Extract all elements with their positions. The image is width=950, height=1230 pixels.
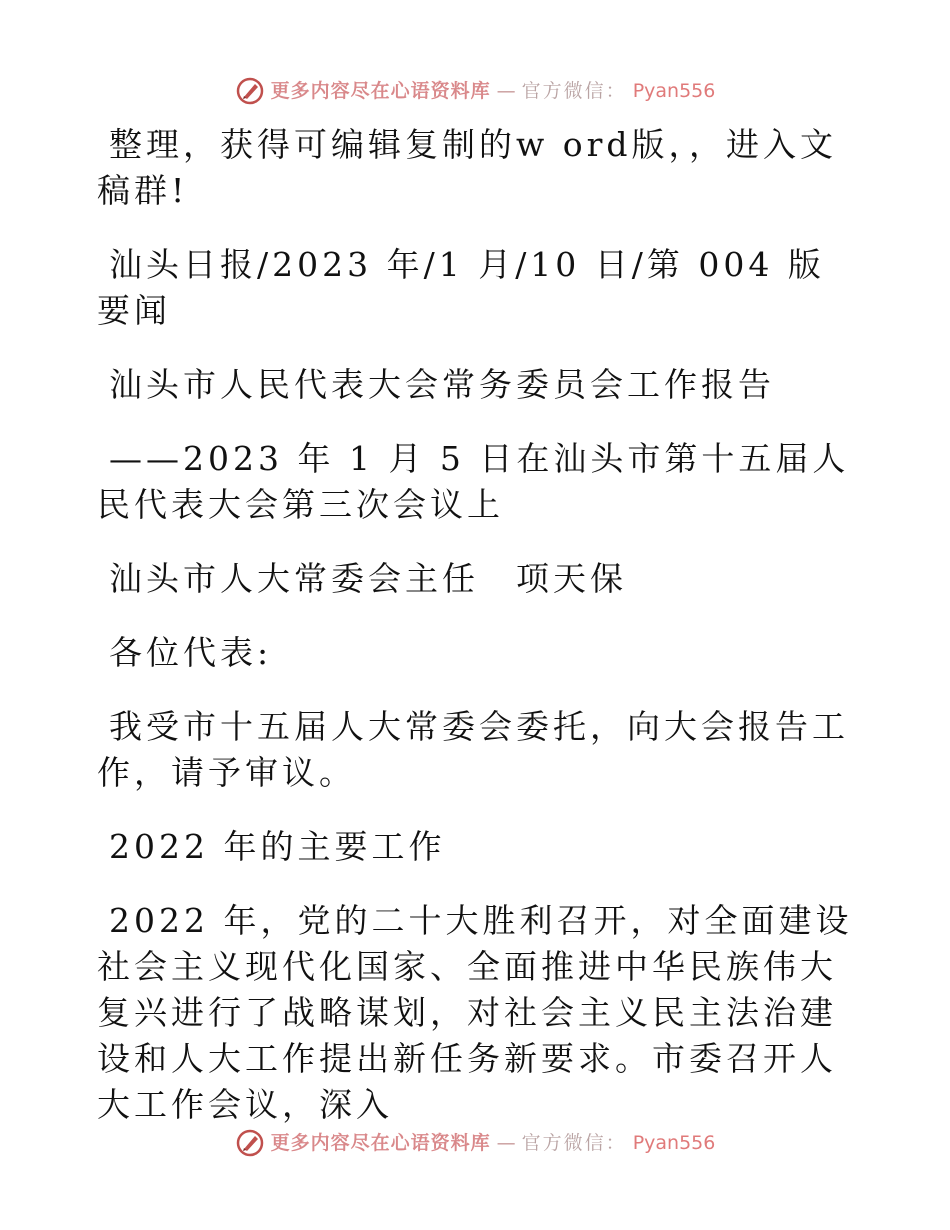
watermark-main-text: 更多内容尽在心语资料库 [270, 80, 491, 102]
watermark-separator: — [496, 80, 516, 102]
report-author: 汕头市人大常委会主任 项天保 [109, 559, 627, 598]
document-body [97, 122, 857, 1154]
watermark-label: 官方微信： [521, 1132, 627, 1154]
watermark-main-text: 更多内容尽在心语资料库 [270, 1132, 491, 1154]
report-title: 汕头市人民代表大会常务委员会工作报告 [109, 365, 775, 404]
paragraph-intro: 整理，获得可编辑复制的w ord版，，进入文稿群! [97, 125, 838, 210]
salutation: 各位代表: [109, 633, 273, 672]
watermark-id: Pyan556 [632, 80, 716, 102]
brush-logo-icon [235, 1128, 265, 1158]
watermark-id: Pyan556 [632, 1132, 716, 1154]
header-watermark [0, 76, 950, 106]
report-subtitle: ——2023 年 1 月 5 日在汕头市第十五届人民代表大会第三次会议上 [97, 439, 850, 524]
paragraph-source: 汕头日报/2023 年/1 月/10 日/第 004 版要闻 [97, 245, 825, 330]
watermark-label: 官方微信： [521, 80, 627, 102]
watermark-separator: — [496, 1132, 516, 1154]
paragraph-opening: 我受市十五届人大常委会委托，向大会报告工作，请予审议。 [97, 707, 849, 792]
footer-watermark [0, 1128, 950, 1158]
section-heading: 2022 年的主要工作 [109, 827, 446, 866]
brush-logo-icon [235, 76, 265, 106]
paragraph-body: 2022 年，党的二十大胜利召开，对全面建设社会主义现代化国家、全面推进中华民族伟大复兴进行了战略谋划，对社会主义民主法治建设和人大工作提出新任务新要求。市委召开人大工作会议，深入 [97, 901, 853, 1124]
